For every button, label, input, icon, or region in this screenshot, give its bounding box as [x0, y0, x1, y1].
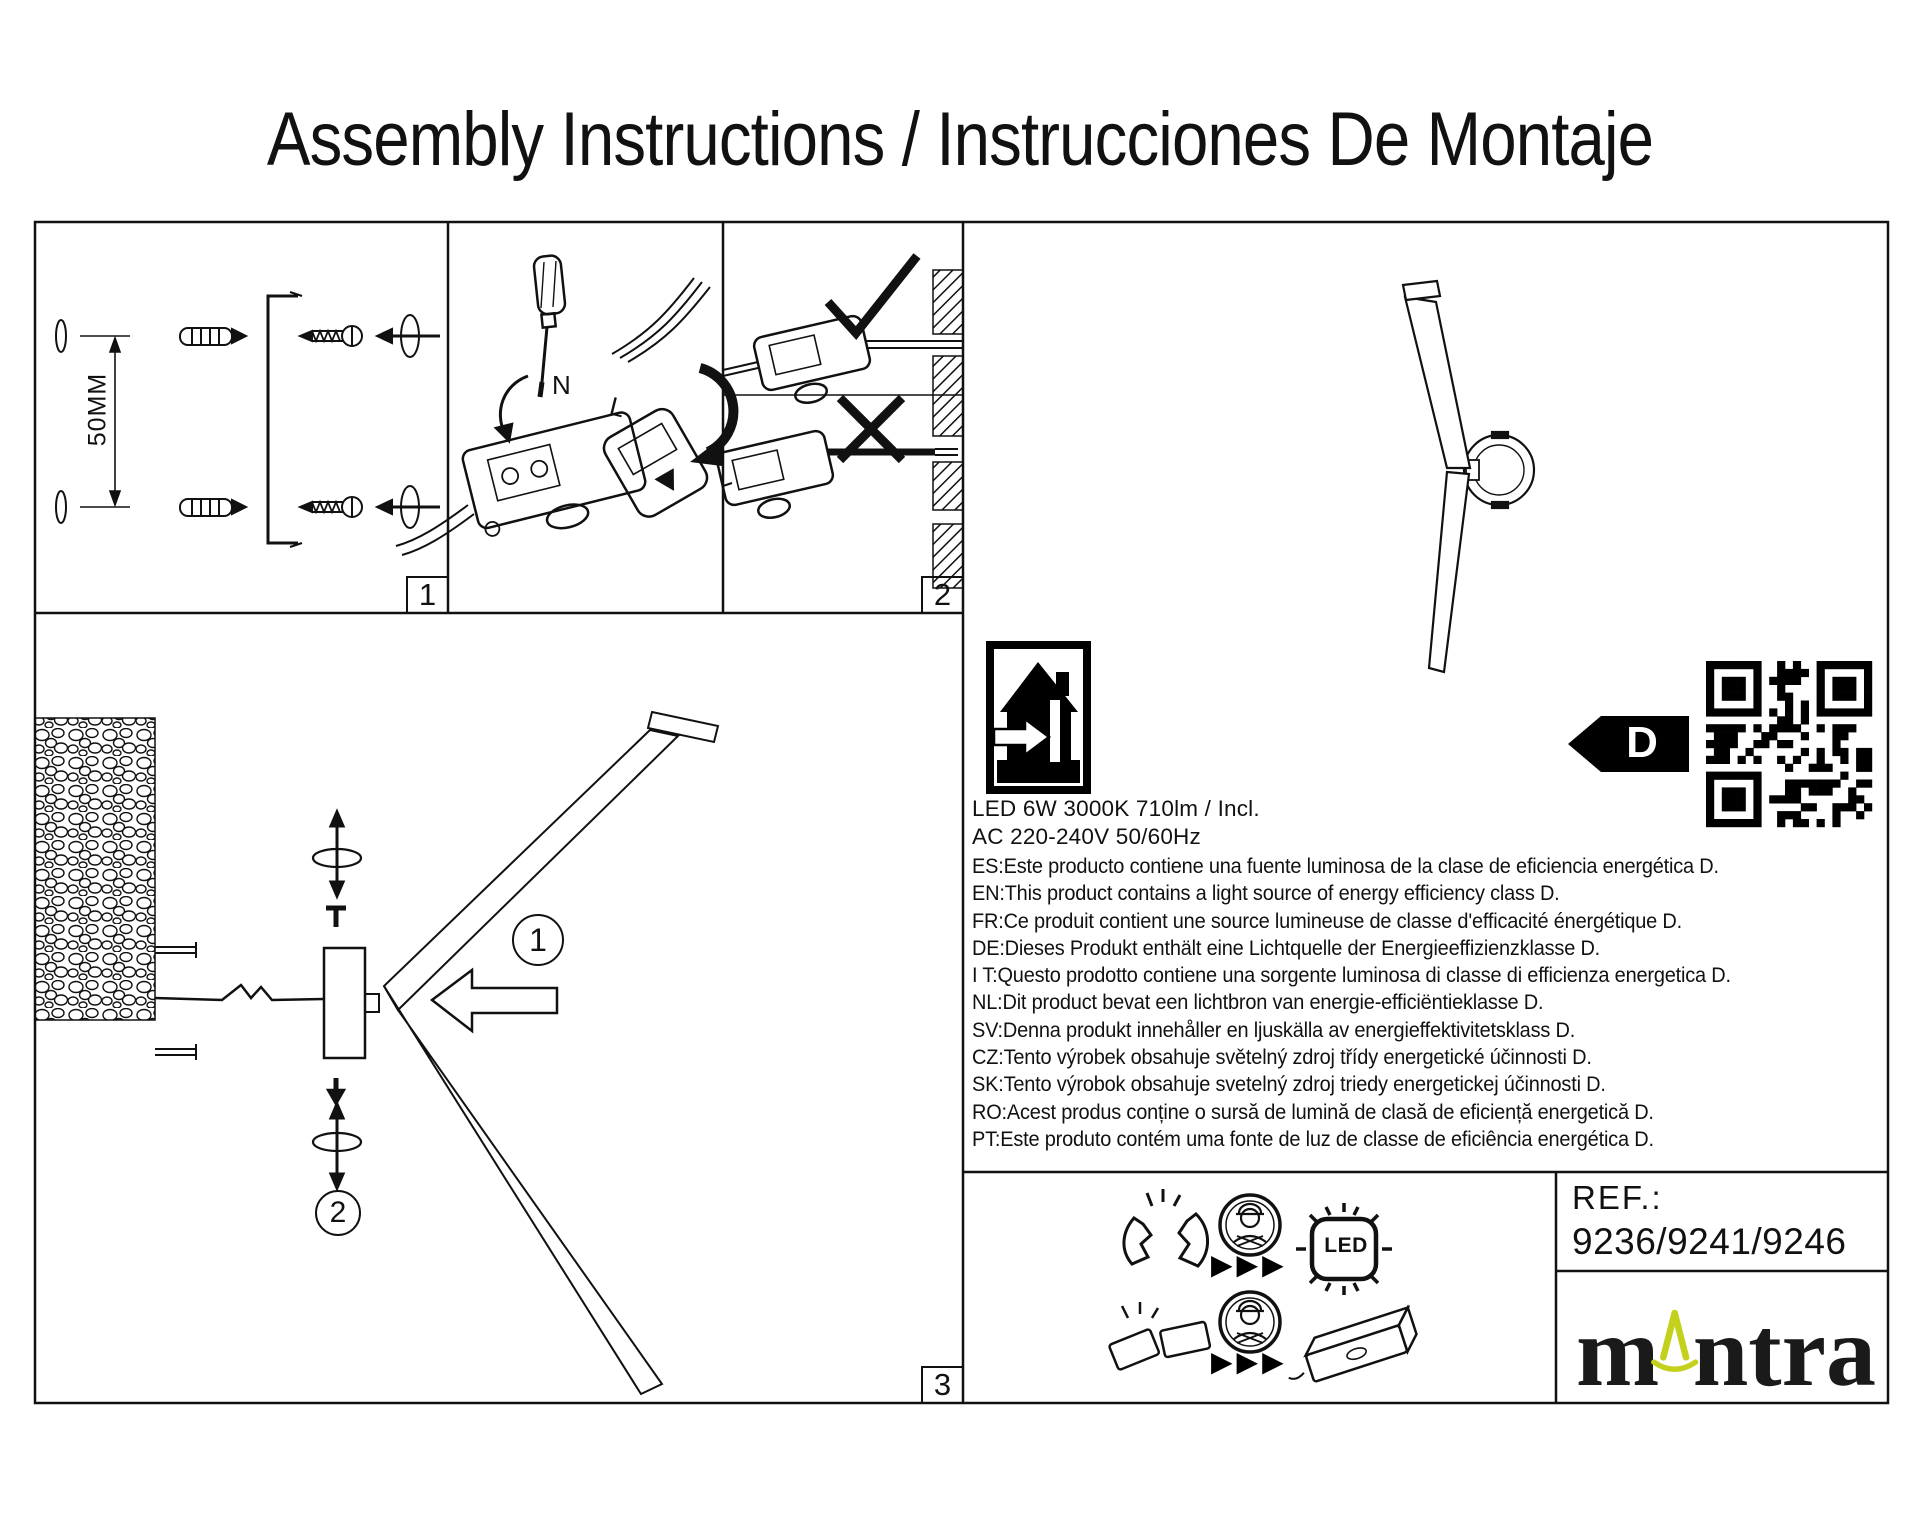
lang-line-sv: SV:Denna produkt innehåller en ljuskälla av energieffektivitetsklass D. [972, 1018, 1576, 1042]
energy-class-letter: D [1626, 718, 1658, 767]
led-label: LED [1324, 1234, 1368, 1257]
callout-2: 2 [315, 1190, 361, 1236]
brand-suffix: ntra [1692, 1296, 1876, 1407]
wall-screw-icon [155, 942, 196, 1060]
lamp-side-view [1403, 281, 1534, 672]
screw-icon [300, 497, 362, 517]
terminal-l-label: L [606, 390, 629, 424]
brand-logo [1576, 1283, 1876, 1407]
technician-icon [1220, 1195, 1280, 1255]
triple-arrow-icon: ▶▶▶ [1211, 1249, 1288, 1280]
lang-line-sk: SK:Tento výrobok obsahuje svetelný zdroj triedy energetickej účinnosti D. [972, 1073, 1606, 1097]
step1-label: 1 [418, 577, 437, 612]
lang-line-cz: CZ:Tento výrobek obsahuje světelný zdroj třídy energetické účinnosti D. [972, 1046, 1592, 1070]
spec-line-2: AC 220-240V 50/60Hz [972, 824, 1201, 849]
lang-line-it: I T:Questo prodotto contiene una sorgente luminosa di classe di efficienza energetica D. [972, 964, 1731, 988]
ref-numbers: 9236/9241/9246 [1572, 1221, 1847, 1263]
energy-language-block [972, 853, 1731, 1153]
connector-wrong-icon [715, 429, 839, 527]
wall-section-icon [933, 462, 963, 510]
rotate-icon [313, 1104, 361, 1188]
lang-line-fr: FR:Ce produit contient une source lumineuse de classe d'efficacité énergétique D. [972, 909, 1682, 933]
push-arrow-icon [432, 970, 557, 1031]
check-icon [828, 256, 917, 333]
lang-line-nl: NL:Dit product bevat een lichtbron van energie-efficiëntieklasse D. [972, 991, 1544, 1015]
step2-label: 2 [933, 577, 952, 612]
supply-wire-icon [155, 985, 324, 1000]
ref-block [1572, 1180, 1847, 1263]
brand-prefix: m [1576, 1296, 1660, 1407]
drill-hole-icon [56, 491, 66, 523]
panel2-connector-drawing [396, 255, 733, 555]
terminal-n-label: N [552, 370, 571, 400]
wires-icon [612, 278, 710, 362]
press-icon [326, 908, 346, 927]
lamp-bar-icon [384, 712, 718, 1394]
step3-label: 3 [933, 1367, 952, 1402]
bracket-icon [268, 296, 298, 543]
ref-label: REF.: [1572, 1179, 1663, 1216]
lang-line-pt: PT:Este produto contém uma fonte de luz de classe de eficiência energética D. [972, 1127, 1654, 1151]
spec-line-1: LED 6W 3000K 710lm / Incl. [972, 796, 1260, 821]
lang-line-en: EN:This product contains a light source of energy efficiency class D. [972, 882, 1560, 906]
wall-plug-icon [180, 328, 246, 345]
lang-line-es: ES:Este producto contiene una fuente luminosa de la clase de eficiencia energética D. [972, 855, 1719, 878]
page-title: Assembly Instructions / Instrucciones De Montaje [266, 97, 1654, 182]
indoor-use-icon [990, 645, 1087, 790]
wall-section-icon [933, 356, 963, 436]
broken-lamp-icon [1124, 1189, 1208, 1266]
triple-arrow-icon: ▶▶▶ [1211, 1346, 1288, 1377]
broken-driver-icon [1109, 1302, 1211, 1370]
terminal-block-icon [461, 411, 652, 549]
drill-hole-icon [56, 320, 66, 352]
lang-line-de: DE:Dieses Produkt enthält eine Lichtquelle der Energieeffizienzklasse D. [972, 936, 1601, 960]
wall-icon [35, 718, 155, 1020]
screw-icon [300, 326, 362, 346]
screwdriver-icon [496, 255, 566, 441]
callout-1: 1 [512, 914, 564, 966]
mounting-plate-icon [324, 948, 365, 1058]
dimension-label: 50MM [83, 372, 112, 447]
driver-icon [1279, 1307, 1420, 1389]
wall-plug-icon [180, 499, 246, 516]
lang-line-ro: RO:Acest produs conține o sursă de lumină de clasă de eficiență energetică D. [972, 1100, 1654, 1124]
rotate-screw-icon [377, 315, 440, 357]
wall-section-icon [933, 270, 963, 334]
panel3-drawing [35, 712, 718, 1394]
panel2-check-drawing [715, 256, 963, 588]
technician-icon [1220, 1292, 1280, 1352]
panel1-drawing [56, 292, 440, 547]
rotate-icon [313, 812, 361, 896]
qr-code [1700, 655, 1878, 833]
rotate-screw-icon [377, 486, 440, 528]
